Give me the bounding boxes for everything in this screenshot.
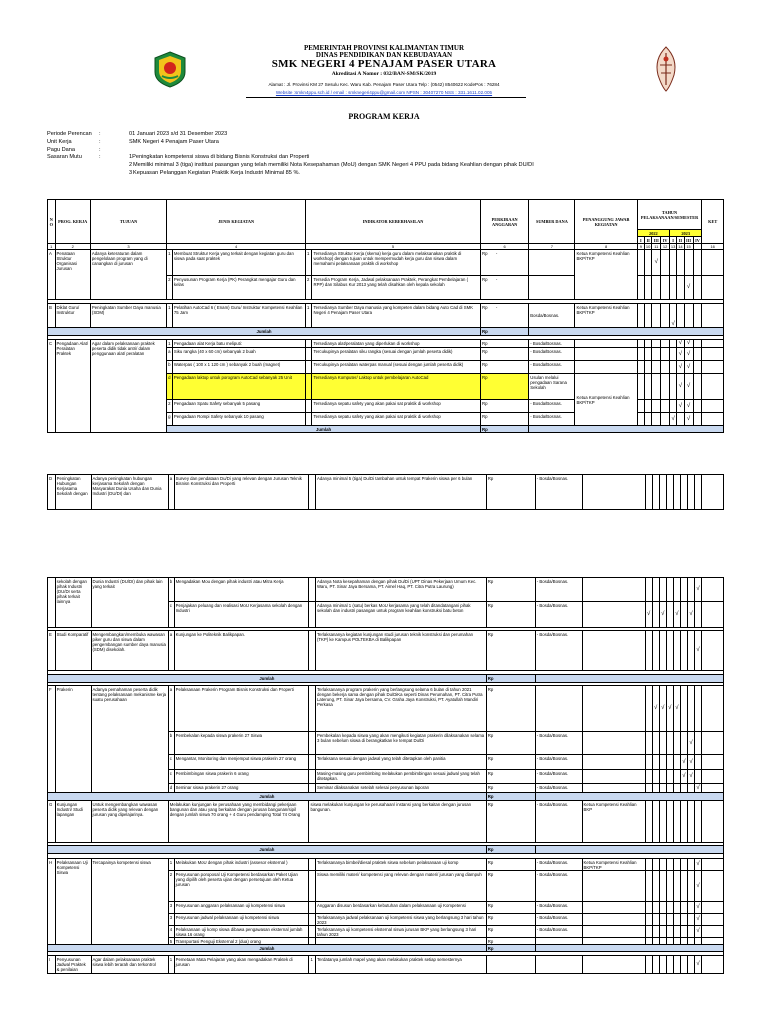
tujuan: Adanya keteraturan dalam pengelolaan program yang di canangkan di jurusan: [90, 250, 166, 300]
jenis-kegiatan: Pengadaan Rompi Safety sebanyak 10 pasang: [172, 413, 305, 426]
item-number: 2: [167, 276, 173, 300]
item-number: 1: [309, 956, 316, 974]
dash: -: [495, 250, 498, 256]
col-number: 6: [481, 244, 529, 250]
item-number: 2: [168, 871, 174, 902]
check-mark-icon: √: [678, 340, 683, 346]
check-mark-icon: √: [677, 400, 684, 413]
tujuan: Untuk mengembangkan wawasan peserta didik yang relevan dengan jurusan yang dipelajarinya.: [91, 801, 168, 843]
rp-label: Rp: [486, 902, 535, 914]
rp-label: Rp: [486, 631, 535, 671]
indikator: Adanya Nota kesepahaman dengan pihak Du/Di (UPT Dinas Pekerjaan Umum Kec. Waru, PT. Sinar Jaya Bersama, PT. Aimel Haq, PT. Citra Putra Laurung): [316, 578, 487, 602]
tujuan: Agar dalam pelaksanaan praktek peserta didik tidak antri/ dalam penggunaan alat/ peralatan: [90, 340, 166, 433]
jenis-kegiatan: Mengantar, Monitoring dan menjemput siswa prakerin 27 orang: [174, 755, 309, 770]
table-row: [48, 304, 724, 328]
indikator: Terlaksananya program prakerin yang berlangsung selama 6 bulan di tahun 2021 dengan bekerja sama dengan pihak Du/DiKa seperti Dinas Perumahan, PT. Citra Putra Laterung, PT. Sinar Jaya bersama, CV. Graha Jaya Konstruksi, PT. Ayatullah Mandiri Perkasa: [316, 686, 487, 732]
check-mark-icon: √: [684, 361, 693, 374]
indikator: Terlaksana sesuai dengan jadwal yang telah ditetapkan oleh panitia: [316, 755, 487, 770]
indikator: Tersedianya Sumber Daya manusia yang kompeten dalam bidang Auto Cad di SMK Negeri 4 Penajam Paser Utara: [312, 304, 481, 328]
jenis-kegiatan: Pembekalan kepada siswa prakerin 27 Siswa: [174, 732, 309, 755]
program-table-part-3: [47, 577, 724, 974]
indikator: Terlaksananya jadwal pelaksanaan uji kompetensi siswa yang berlangsung 3 hari tahun 2023: [316, 914, 487, 926]
rp-label: Rp: [486, 686, 535, 732]
rp-label: Rp: [486, 602, 535, 628]
col-no: N O: [48, 200, 56, 244]
col-anggaran: PERKIRAAN ANGGARAN: [481, 200, 529, 244]
indikator: Adanya minimal 1 (satu) berkas MoU kerjasama yang telah ditandatangani pihak sekolah dan industri pasangan untuk program keahlian konstruksi batu beton: [316, 602, 487, 628]
sem-cell: IV: [662, 237, 668, 243]
row-letter: H: [48, 859, 56, 945]
check-mark-icon: √: [684, 340, 693, 348]
indikator: Terlaksananya bimbel/diesal praktek siswa sebelum pelaksanaan uji komp: [316, 859, 487, 871]
rp-label: Rp: [481, 348, 529, 361]
rp-label: Rp: [486, 770, 535, 784]
check-mark-icon: √: [680, 770, 687, 784]
subtotal-row: [48, 793, 724, 801]
prog-kerja: Pengadaan Alat/ Peralatan Praktek: [55, 340, 90, 433]
sumber-dana: - Bosda/Bosnas.: [535, 631, 582, 671]
header-accreditation: Akreditasi A Nomor : 032/BAN-SM/SK/2019: [331, 71, 437, 77]
prog-kerja: Kunjungan Industri/ Studi lapangan: [55, 801, 91, 843]
tujuan: Adanya peningkatan hubungan kerjasama Sekolah dengan Masyarakat Dunia Usaha dan Dunia Industri (DU/DI) dan: [91, 475, 168, 510]
rp-label: Rp: [481, 361, 529, 374]
sumber-dana: Bosda/Bosnas.: [529, 304, 575, 328]
item-number: 2: [167, 400, 173, 413]
prog-kerja: Penataan Struktur Organisasi Jurusan: [55, 250, 90, 300]
jumlah-label: Jumlah: [167, 426, 481, 433]
item-number: 1: [168, 956, 174, 974]
check-mark-icon: √: [695, 871, 702, 902]
tujuan: Adanya pemahaman peserta didik tentang pelaksanaan mekanisme kerja suatu perusahaan: [91, 686, 168, 793]
tujuan: Dunia Industri (DU/DI) dan pihak lain yang terkait: [91, 578, 168, 628]
sasaran-item-2: Memiliki minimal 3 (tiga) institusi pasangan yang telah memiliki Nota Kesepahaman (MoU) dengan SMK Negeri 4 PPU pada bidang Keahlian dengan pihak DU/DI: [133, 162, 534, 169]
rp-label: Rp: [486, 755, 535, 770]
penanggung-jawab: Ketua Kompetensi Keahlian BKP: [582, 801, 645, 843]
rp-label: Rp: [481, 426, 529, 433]
item-number: d: [167, 374, 173, 400]
year-2022: 2022: [637, 230, 669, 237]
prog-kerja: Diklat Guru/ Instruktur: [55, 304, 90, 328]
table-row: [48, 686, 724, 732]
sem-cell: III: [653, 237, 659, 243]
item-number: a: [167, 348, 173, 361]
rp-label: Rp: [486, 801, 535, 843]
check-mark-icon: √: [695, 902, 702, 914]
table-row: [48, 578, 724, 602]
sumber-dana: - Bosda/Bosnas.: [535, 902, 582, 914]
item-number: 2: [306, 276, 312, 300]
rp-label: Rp: [486, 926, 535, 938]
jenis-kegiatan: Melakukan MoU dengan pihak industri (assesor eksternal ): [174, 859, 309, 871]
col-number: 12: [661, 244, 670, 250]
item-number: a: [168, 475, 174, 510]
col-prog: PROG. KERJA: [55, 200, 90, 244]
item-number: 3: [168, 902, 174, 914]
item-number: d: [168, 784, 174, 793]
penanggung-jawab: Ketua Kompetensi Keahlian BKP/TKP: [582, 859, 645, 871]
sumber-dana: Usulan melalui pengadaan Sarana Sekolah: [529, 374, 575, 400]
periode-value: 01 Januari 2023 s/d 31 Desember 2023: [129, 131, 228, 137]
rp-label: Rp: [481, 400, 529, 413]
row-letter: E: [48, 631, 56, 671]
rp-label: Rp: [482, 276, 488, 282]
jumlah-label: Jumlah: [48, 846, 487, 854]
jenis-kegiatan: Pelatihan AutoCad 6 ( Enam) Guru/ Instruktur Kompetensi Keahlian 75 Jam: [172, 304, 305, 328]
sem-cell: I: [670, 237, 677, 244]
col-sumber: SUMBER DANA: [529, 200, 575, 244]
row-letter: C: [48, 340, 56, 433]
table-row: [48, 475, 724, 510]
check-mark-icon: √: [652, 250, 661, 276]
jenis-kegiatan: Survey dan pendataan Du/Di yang relevan dengan Jurusan Teknik Bisnisn Konstruksi dan Properti: [174, 475, 309, 510]
program-table-part-2: [47, 474, 724, 510]
rp-label: Rp: [486, 846, 535, 854]
col-number: 3: [90, 244, 166, 250]
penanggung-jawab: Ketua Kompetensi Keahlian BKP/TKP: [575, 374, 637, 426]
col-number: 1: [48, 244, 56, 250]
sasaran-label: Sasaran Mutu: [47, 154, 82, 161]
check-mark-icon: √: [680, 755, 687, 770]
check-mark-icon: √: [695, 859, 702, 871]
indikator: Masing-masing guru pembimbing melakukan pembimbingan sesuai jadwal yang telah ditetapkan.: [316, 770, 487, 784]
col-number: 11: [652, 244, 661, 250]
sumber-dana: - Bosda/Bosnas.: [535, 578, 582, 602]
sasaran-item-3: Kepuasan Pelanggan Kegiatan Praktik Kerja Industri Minimal 85 %.: [133, 169, 300, 176]
indikator: Tersedianya sepatu safety yang akan pakai sat praktik di workshop: [312, 413, 481, 426]
header-school-name: SMK NEGERI 4 PENAJAM PASER UTARA: [271, 58, 497, 70]
indikator: Pembekalan kepada siswa yang akan mengikuti kegiatan prakerin dilaksanakan selama 3 bulan sebelum siswa di berangkatkan ke tempat Du/Di: [316, 732, 487, 755]
prog-kerja: Prakerin: [55, 686, 91, 793]
col-number: 15: [684, 244, 693, 250]
tahun-label: TAHUN: [661, 209, 678, 215]
indikator: Tercukupinya peralatan siku rangka (sesuai dengan jumlah peserta didik): [312, 348, 481, 361]
rp-label: Rp: [486, 475, 535, 510]
dash: -: [495, 304, 498, 310]
sumber-dana: - Bosda/Bosnas.: [535, 755, 582, 770]
item-number: c: [168, 602, 174, 628]
anggaran: [481, 250, 529, 276]
table-row: [48, 250, 724, 276]
sumber-dana: - Bosda/Bosnas.: [529, 340, 575, 348]
row-letter: F: [48, 686, 56, 793]
jenis-kegiatan: Siku rangka (40 x 60 cm) sebanyak 2 buah: [172, 348, 305, 361]
rp-label: Rp: [481, 328, 529, 336]
sumber-dana: - Bosda/Bosnas.: [529, 348, 575, 361]
check-mark-icon: √: [695, 956, 702, 974]
sumber-dana: - Bosda/Bosnas.: [529, 361, 575, 374]
item-number: 1: [167, 304, 173, 328]
item-number: 1: [306, 250, 312, 276]
item-number: b: [167, 361, 173, 374]
col-indikator: INDIKATOR KEBERHASILAN: [306, 200, 481, 244]
jenis-kegiatan: Mengadakan Mou dengan pihak industri atau Mitra Kerja: [174, 578, 309, 602]
table-row: [48, 631, 724, 671]
check-mark-icon: √: [677, 374, 684, 400]
indikator: Tersedianya Struktur Kerja (skema) kerja guru dalam melaksanakan praktik di workshop) dengan tujuan untuk mempermudah kerja guru dan siswa dalam memahami pelaksanaan praktik di workshop: [312, 250, 481, 276]
rp-label: Rp: [486, 859, 535, 871]
check-mark-icon: √: [695, 926, 702, 938]
sasaran-number: 1: [129, 154, 133, 161]
col-number: 16: [702, 244, 724, 250]
subtotal-row: [48, 945, 724, 952]
check-mark-icon: √: [659, 686, 666, 732]
subtotal-row: [48, 675, 724, 683]
item-number: a: [168, 631, 174, 671]
jenis-kegiatan: Pengadaan alat Kerja batu meliputi:: [172, 340, 305, 348]
subtotal-row: [48, 328, 724, 336]
sasaran-item-1: Peningkatan kompetensi siswa di bidang Bisnis Konstruksi dan Properti: [132, 154, 310, 161]
check-mark-icon: √: [670, 304, 677, 328]
jenis-kegiatan: Waterpas ( 100 x 1 120 cm ) sebanyak 2 buah (magnet): [172, 361, 305, 374]
sumber-dana: - Bosda/Bosnas.: [535, 732, 582, 755]
check-mark-icon: √: [695, 914, 702, 926]
col-number: 14: [678, 244, 683, 249]
check-mark-icon: √: [659, 602, 666, 628]
col-number: 9: [637, 244, 644, 250]
check-mark-icon: √: [687, 602, 694, 628]
item-number: c: [168, 755, 174, 770]
col-number: 4: [167, 244, 306, 250]
sumber-dana: - Bosda/Bosnas.: [535, 602, 582, 628]
program-table-part-1: [47, 199, 724, 433]
jumlah-label: Jumlah: [48, 328, 481, 336]
check-mark-icon: √: [695, 631, 702, 671]
sem-cell: II: [646, 237, 650, 243]
header-province: PEMERINTAH PROVINSI KALIMANTAN TIMUR: [303, 44, 465, 52]
check-mark-icon: √: [666, 686, 673, 732]
program-info: [47, 131, 629, 178]
pagu-label: Pagu Dana: [47, 146, 75, 153]
col-tujuan: TUJUAN: [90, 200, 166, 244]
jenis-kegiatan: Pembimbingan siswa prakerin 6 orang: [174, 770, 309, 784]
tujuan: Agar dalam pelaksanaan praktek siswa lebih terarah dan terkontrol: [91, 956, 168, 974]
item-number: a: [168, 686, 174, 732]
sem-cell: III: [686, 237, 692, 243]
jenis-kegiatan: Melakukan kunjungan ke perusahaan yang membidangi pekerjaan bangunan dan atau yang berkaitan dengan jurusan bangunan/sipil dengan jumlah siswa 70 orang + 4 Guru pendamping Total 74 Orang: [168, 801, 309, 843]
item-number: 1: [167, 250, 173, 276]
col-number: 5: [306, 244, 481, 250]
jenis-kegiatan: Pengadaan laktop untuk porogram AutoCad sebanyak 25 Unit: [172, 374, 305, 400]
penanggung-jawab: Ketua Kompetensi Keahlian BKP/TKP: [575, 250, 637, 300]
rp-label: Rp: [486, 784, 535, 793]
sumber-dana: - Bosda/Bosnas.: [535, 871, 582, 902]
rp-label: Rp: [482, 250, 488, 256]
jenis-kegiatan: Penjajakan peluang dan realisasi MoU Kerjasama sekolah dengan Industri: [174, 602, 309, 628]
indikator: Terdatanya jumlah mapel yang akan melakukan praktek setiap semesternya: [316, 956, 487, 974]
row-letter: B: [48, 304, 56, 328]
header-agency: DINAS PENDIDIKAN DAN KEBUDAYAAN: [315, 51, 453, 59]
col-ket: KET: [702, 200, 724, 244]
indikator: Anggaran disusun berdasarkan kebutuhan dalam pelaksanaan uji Kompetensi: [316, 902, 487, 914]
jenis-kegiatan: Penyusunan poroposal Uji Kompetensi berdasarkan Paket Ujian yang dipilih oleh peserta ujian dengan persetujuan oleh Ketua jurusan: [174, 871, 309, 902]
check-mark-icon: √: [696, 784, 700, 791]
tujuan: Peningkatan Sumber Daya manusia (SDM): [90, 304, 166, 328]
check-mark-icon: √: [673, 686, 680, 732]
jenis-kegiatan: Seminar siswa prakerin 27 orang: [174, 784, 309, 793]
jenis-kegiatan: Pelaksanaan uji komp siswa dibawa pengawasan eksternal jumlah siswa 16 orang: [174, 926, 309, 938]
year-2023: 2023: [670, 230, 702, 237]
rp-label: Rp: [486, 675, 535, 683]
col-number: 7: [529, 244, 575, 250]
header-website-link[interactable]: Website :smkn4ppu.sch.id / email : smknegeri4ppu@gmail.com NPSN : 30407270 NSS : 331.1611.02.005: [275, 90, 493, 95]
jenis-kegiatan: Transportasi Penguji Eksternal 2 (dua) orang: [174, 938, 309, 945]
anggaran: [481, 304, 529, 328]
sem-cell: I: [637, 237, 644, 244]
jumlah-label: Jumlah: [48, 945, 487, 952]
row-letter: I: [48, 956, 56, 974]
item-number: b: [168, 732, 174, 755]
indikator: Siswa memiliki materi/ kompetensi yang relevan dengan materi/ jurusan yang diampuh: [316, 871, 487, 902]
anggaran: [481, 276, 529, 300]
item-number: g: [167, 413, 173, 426]
prog-kerja: Penyusunan Jadwal Praktek & penilaian: [55, 956, 91, 974]
item-number: 5: [169, 938, 173, 944]
prog-kerja: Peningkatan Hubungan Kerjasama Sekolah dengan: [55, 475, 91, 510]
penanggung-jawab: Ketua Kompetensi Keahlian BKP/TKP: [575, 304, 637, 328]
rp-label: Rp: [486, 578, 535, 602]
item-number: 1: [168, 859, 174, 871]
subtotal-row: [48, 846, 724, 854]
sumber-dana: - Bosda/Bosnas.: [535, 475, 582, 510]
jenis-kegiatan: Penyusunan jadwal pelaksanaan uji kompetensi siswa: [174, 914, 309, 926]
item-number: c: [168, 770, 174, 784]
unit-value: SMK Negeri 4 Penajam Paser Utara: [129, 138, 219, 145]
table-row: [48, 340, 724, 348]
rp-label: Rp: [486, 914, 535, 926]
tujuan: Mengembangkan/membuka wawasan piker guru dan siswa dalam pengembangan sumber daya manusia (SDM) disekolah.: [91, 631, 168, 671]
check-mark-icon: √: [687, 770, 694, 784]
item-number: 1: [306, 304, 312, 328]
rp-label: Rp: [486, 871, 535, 902]
col-number: 13: [670, 244, 676, 249]
sumber-dana: - Bosda/Bosnas.: [535, 801, 582, 843]
check-mark-icon: √: [673, 602, 680, 628]
colon: :: [99, 146, 101, 153]
jumlah-label: Jumlah: [48, 675, 487, 683]
check-mark-icon: √: [652, 686, 659, 732]
sem-cell: IV: [693, 237, 702, 244]
indikator: Terlaksananya uji kompetensi eksternal siswa jurusan BKP yang berlangsung 3 hari tahun 2023: [316, 926, 487, 938]
check-mark-icon: √: [645, 602, 652, 628]
col-number: 8: [575, 244, 637, 250]
sumber-dana: - Bosda/Bosnas.: [535, 914, 582, 926]
indikator: Tersedianya sepatu safety yang akan pakai sat praktik di workshop: [312, 400, 481, 413]
colon: :: [99, 138, 101, 145]
indikator: Terlaksananya kegiatan kunjungan studi jurusan teknik konstruksi dan perumahan (TKP) ke Kampus POLTEKBA di Balikpapan: [316, 631, 487, 671]
periode-label: Periode Perencan: [47, 131, 92, 137]
col-pelaksanaan: [637, 200, 702, 230]
col-number: 10: [645, 244, 651, 249]
rp-label: Rp: [481, 374, 529, 400]
rp-label: Rp: [486, 732, 535, 755]
jenis-kegiatan: Pemetaan Mata Pelajaran yang akan mengadakan Praktek di jurusan: [174, 956, 309, 974]
col-number: 2: [55, 244, 90, 250]
colon: :: [99, 131, 101, 137]
row-letter: A: [48, 250, 56, 300]
table-row: [48, 801, 724, 843]
sumber-dana: - Bosda/Bosnas.: [535, 859, 582, 871]
tujuan: Tercapainya kompetensi siswa: [91, 859, 168, 945]
sem-cell: II: [678, 237, 683, 243]
jenis-kegiatan: Penyusunan Program Kerja (PK) Perangkat mengajar Guru dan kelas: [172, 276, 305, 300]
jenis-kegiatan: Penyusunan anggaran pelaksanaan uji kompetensi siswa: [174, 902, 309, 914]
check-mark-icon: √: [695, 578, 702, 602]
sumber-dana: - Bosda/Bosnas.: [529, 400, 575, 413]
rp-label: Rp: [482, 304, 488, 310]
dash: -: [495, 276, 498, 282]
rp-label: Rp: [486, 793, 535, 801]
table-row: [48, 859, 724, 871]
indikator: Seminar dilaksanakan setelah selesai penyusunan laporan: [316, 784, 487, 793]
rp-label: Rp: [486, 945, 535, 952]
sasaran-number: 3: [129, 169, 133, 176]
jenis-kegiatan: Pelaksanaan Prakerin Program Bisnis Konstruksi dan Properti: [174, 686, 309, 732]
prog-kerja: sekolah dengan pihak Industri (DU/DI serta pihak terkait lainnya: [55, 578, 91, 628]
sumber-dana: - Bosda/Bosnas.: [529, 413, 575, 426]
rp-label: Rp: [486, 938, 535, 945]
check-mark-icon: √: [684, 348, 693, 361]
check-mark-icon: √: [684, 276, 693, 300]
indikator: Tersedianya alat/peralatan yang diperlukan di workshop: [312, 340, 481, 348]
page-title: PROGRAM KERJA: [348, 112, 420, 121]
indikator: Tercukupinya peralatan waterpas manual (sesuai dengan jumlah peserta didik): [312, 361, 481, 374]
header-divider: [246, 97, 526, 98]
item-number: 4: [168, 926, 174, 938]
sumber-dana: - Bosda/Bosnas.: [535, 770, 582, 784]
check-mark-icon: √: [677, 348, 684, 361]
rp-label: Rp: [481, 413, 529, 426]
header-address: Alamat : Jl. Provinsi KM 27 Sesulu Kec. Waru Kab. Penajam Paser Utara Telp : (0542) 8540622 KodePos : 76284: [268, 82, 500, 87]
row-letter: D: [48, 475, 56, 510]
check-mark-icon: √: [677, 361, 684, 374]
indikator: Adanya minimal 5 (tiga) Du/Di tambahan untuk tempat Prakerin siswa per 6 bulan: [316, 475, 487, 510]
check-mark-icon: √: [687, 755, 694, 770]
check-mark-icon: √: [670, 413, 677, 426]
check-mark-icon: √: [684, 374, 693, 400]
table-row: [48, 956, 724, 974]
rp-label: Rp: [481, 340, 529, 348]
check-mark-icon: √: [684, 413, 693, 426]
jenis-kegiatan: Kunjungan ke Politeknik Balikpapan.: [174, 631, 309, 671]
col-pj: PENANGGUNG JAWAB KEGIATAN: [575, 200, 637, 244]
colon: :: [99, 154, 101, 161]
jenis-kegiatan: Pengadaan Spatu Safety sebanyak 5 pasang: [172, 400, 305, 413]
jumlah-label: Jumlah: [48, 793, 487, 801]
row-letter: G: [48, 801, 56, 843]
item-number: 3: [168, 914, 174, 926]
indikator: Tersedianya Komputer/ Laktop untuk pembelajaran AutoCad: [312, 374, 481, 400]
unit-label: Unit Kerja: [47, 138, 72, 145]
col-jenis: JENIS KEGIATAN: [167, 200, 306, 244]
check-mark-icon: √: [684, 400, 693, 413]
check-mark-icon: √: [687, 732, 694, 755]
item-number: 1: [168, 340, 171, 346]
sumber-dana: - Bosda/Bosnas.: [535, 926, 582, 938]
indikator: siswa melakukan kunjungan ke perusahaan/ instansi yang berkaitan dengan jurusan bangunan.: [309, 801, 486, 843]
sasaran-number: 2: [129, 162, 133, 169]
pelaksanaan-label: PELAKSANAAN/SEMESTER: [640, 214, 699, 220]
jenis-kegiatan: Membuat Struktur Kerja yang terkait dengan kegiatan guru dan siswa pada saat praktek: [172, 250, 305, 276]
prog-kerja: Pelaksanaan Uji Kompetensi Siswa: [55, 859, 91, 945]
item-number: b: [168, 578, 174, 602]
indikator: Tersedia Program Kerja, Jadwal pelaksanaan Praktek, Perangkat Pembelajaran ( RPP) dan Silabus Kur 2013 yang telah disahkan oleh kepala sekolah: [312, 276, 481, 300]
sumber-dana: - Bosda/Bosnas.: [535, 784, 582, 793]
prog-kerja: Studi Komparatif: [55, 631, 91, 671]
